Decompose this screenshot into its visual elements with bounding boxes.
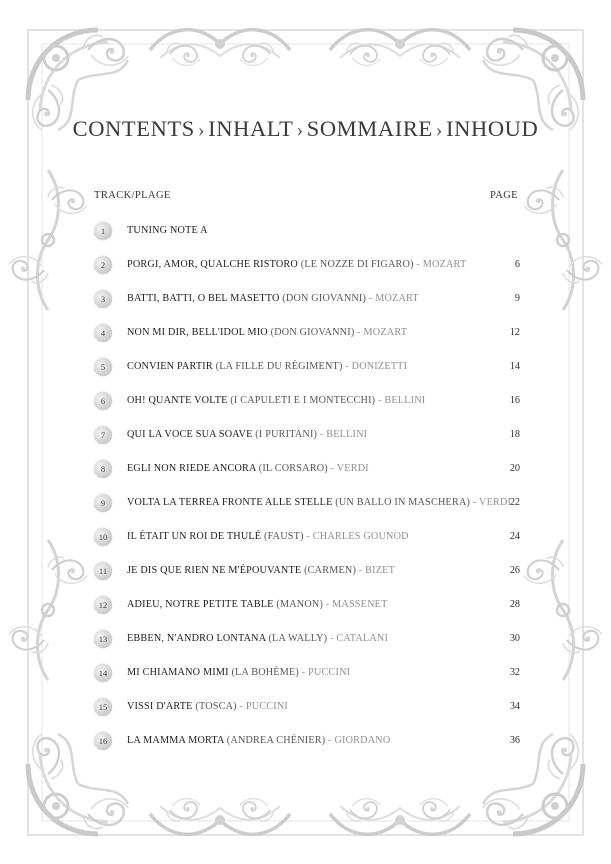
track-row — [94, 324, 524, 344]
page-number: 16 — [509, 395, 520, 406]
opera-name: (LE NOZZE DI FIGARO) — [300, 259, 414, 270]
composer-name: BELLINI — [326, 429, 368, 440]
title-separator: › — [435, 119, 444, 141]
opera-name: (CARMEN) — [304, 565, 357, 576]
aria-title: LA MAMMA MORTA — [127, 735, 225, 746]
composer-name: MOZART — [422, 259, 467, 270]
opera-name: (I PURITANI) — [255, 429, 318, 440]
track-title — [127, 395, 425, 406]
aria-title: ADIEU, NOTRE PETITE TABLE — [127, 599, 274, 610]
page-number: 26 — [509, 565, 520, 576]
track-number-disc: 15 — [94, 698, 112, 716]
aria-title: IL ÉTAIT UN ROI DE THULÉ — [127, 531, 262, 542]
composer-name: PUCCINI — [245, 701, 289, 712]
track-title — [127, 735, 390, 746]
track-row — [94, 698, 524, 718]
separator-dash: - — [375, 395, 385, 406]
track-number-disc: 7 — [94, 426, 112, 444]
separator-dash: - — [323, 599, 333, 610]
track-number-disc: 5 — [94, 358, 112, 376]
track-row — [94, 256, 524, 276]
composer-name: VERDI — [479, 497, 512, 508]
page-number: 24 — [509, 531, 520, 542]
separator-dash: - — [354, 327, 364, 338]
aria-title: BATTI, BATTI, O BEL MASETTO — [127, 293, 280, 304]
composer-name: DONIZETTI — [351, 361, 408, 372]
track-number-disc: 13 — [94, 630, 112, 648]
aria-title: VOLTA LA TERREA FRONTE ALLE STELLE — [127, 497, 333, 508]
aria-title: TUNING NOTE A — [127, 225, 208, 236]
track-row — [94, 630, 524, 650]
track-row — [94, 392, 524, 412]
opera-name: (FAUST) — [263, 531, 304, 542]
composer-name: BIZET — [365, 565, 396, 576]
track-number-disc: 12 — [94, 596, 112, 614]
track-number-disc: 8 — [94, 460, 112, 478]
track-number-disc: 4 — [94, 324, 112, 342]
aria-title: QUI LA VOCE SUA SOAVE — [127, 429, 253, 440]
page-number: 34 — [509, 701, 520, 712]
track-title — [127, 497, 511, 508]
separator-dash: - — [327, 463, 337, 474]
track-number-disc: 6 — [94, 392, 112, 410]
opera-name: (UN BALLO IN MASCHERA) — [335, 497, 471, 508]
title-separator: › — [197, 119, 206, 141]
track-row — [94, 596, 524, 616]
aria-title: MI CHIAMANO MIMI — [127, 667, 229, 678]
track-row — [94, 290, 524, 310]
page-number: 22 — [509, 497, 520, 508]
track-row — [94, 528, 524, 548]
page-column-header: PAGE — [489, 190, 518, 201]
page-number: 12 — [509, 327, 520, 338]
track-row — [94, 664, 524, 684]
page-number: 20 — [509, 463, 520, 474]
aria-title: CONVIEN PARTIR — [127, 361, 213, 372]
separator-dash: - — [303, 531, 313, 542]
track-number-disc: 14 — [94, 664, 112, 682]
opera-name: (TOSCA) — [195, 701, 237, 712]
page-number: 30 — [509, 633, 520, 644]
opera-name: (MANON) — [276, 599, 324, 610]
page-title — [0, 116, 611, 142]
track-row — [94, 562, 524, 582]
separator-dash: - — [356, 565, 366, 576]
opera-name: (DON GIOVANNI) — [282, 293, 367, 304]
track-row — [94, 460, 524, 480]
title-inhalt: INHALT — [208, 116, 294, 141]
aria-title: NON MI DIR, BELL'IDOL MIO — [127, 327, 268, 338]
composer-name: CHARLES GOUNOD — [312, 531, 409, 542]
page-number: 6 — [514, 259, 520, 270]
opera-name: (ANDREA CHÉNIER) — [226, 735, 326, 746]
track-row — [94, 222, 524, 242]
track-title — [127, 429, 367, 440]
title-sommaire: SOMMAIRE — [306, 116, 433, 141]
separator-dash: - — [342, 361, 352, 372]
track-number-disc: 16 — [94, 732, 112, 750]
track-title — [127, 565, 395, 576]
page-number: 9 — [514, 293, 520, 304]
page-number: 32 — [509, 667, 520, 678]
track-title — [127, 361, 407, 372]
opera-name: (I CAPULETI E I MONTECCHI) — [230, 395, 376, 406]
separator-dash: - — [327, 633, 337, 644]
opera-name: (LA FILLE DU RÉGIMENT) — [215, 361, 343, 372]
separator-dash: - — [299, 667, 309, 678]
track-number-disc: 1 — [94, 222, 112, 240]
track-title — [127, 701, 288, 712]
aria-title: EBBEN, N'ANDRO LONTANA — [127, 633, 266, 644]
track-title — [127, 633, 388, 644]
track-title — [127, 599, 388, 610]
aria-title: EGLI NON RIEDE ANCORA — [127, 463, 256, 474]
composer-name: BELLINI — [384, 395, 426, 406]
title-separator: › — [296, 119, 304, 141]
track-title — [127, 327, 407, 338]
title-contents: CONTENTS — [72, 116, 195, 141]
composer-name: CATALANI — [336, 633, 389, 644]
track-row — [94, 732, 524, 752]
separator-dash: - — [366, 293, 376, 304]
composer-name: MOZART — [363, 327, 408, 338]
track-row — [94, 358, 524, 378]
aria-title: VISSI D'ARTE — [127, 701, 193, 712]
page-number: 14 — [509, 361, 520, 372]
page-number: 28 — [509, 599, 520, 610]
page-number: 36 — [509, 735, 520, 746]
separator-dash: - — [236, 701, 246, 712]
track-title — [127, 667, 350, 678]
track-title — [127, 225, 208, 236]
track-number-disc: 11 — [94, 562, 112, 580]
track-row — [94, 494, 524, 514]
composer-name: GIORDANO — [334, 735, 391, 746]
track-row — [94, 426, 524, 446]
separator-dash: - — [325, 735, 335, 746]
track-title — [127, 463, 369, 474]
composer-name: PUCCINI — [308, 667, 351, 678]
page-number: 18 — [509, 429, 520, 440]
track-number-disc: 9 — [94, 494, 112, 512]
composer-name: VERDI — [336, 463, 369, 474]
opera-name: (IL CORSARO) — [258, 463, 328, 474]
composer-name: MASSENET — [332, 599, 388, 610]
track-column-header: TRACK/PLAGE — [94, 190, 171, 201]
separator-dash: - — [413, 259, 423, 270]
composer-name: MOZART — [375, 293, 419, 304]
track-number-disc: 3 — [94, 290, 112, 308]
title-inhoud: INHOUD — [446, 116, 539, 141]
track-number-disc: 2 — [94, 256, 112, 274]
opera-name: (DON GIOVANNI) — [270, 327, 355, 338]
separator-dash: - — [317, 429, 327, 440]
separator-dash: - — [470, 497, 480, 508]
opera-name: (LA WALLY) — [268, 633, 328, 644]
aria-title: JE DIS QUE RIEN NE M'ÉPOUVANTE — [127, 565, 302, 576]
track-number-disc: 10 — [94, 528, 112, 546]
aria-title: OH! QUANTE VOLTE — [127, 395, 228, 406]
track-title — [127, 259, 466, 270]
track-title — [127, 293, 419, 304]
track-title — [127, 531, 409, 542]
opera-name: (LA BOHÈME) — [231, 667, 299, 678]
aria-title: PORGI, AMOR, QUALCHE RISTORO — [127, 259, 298, 270]
